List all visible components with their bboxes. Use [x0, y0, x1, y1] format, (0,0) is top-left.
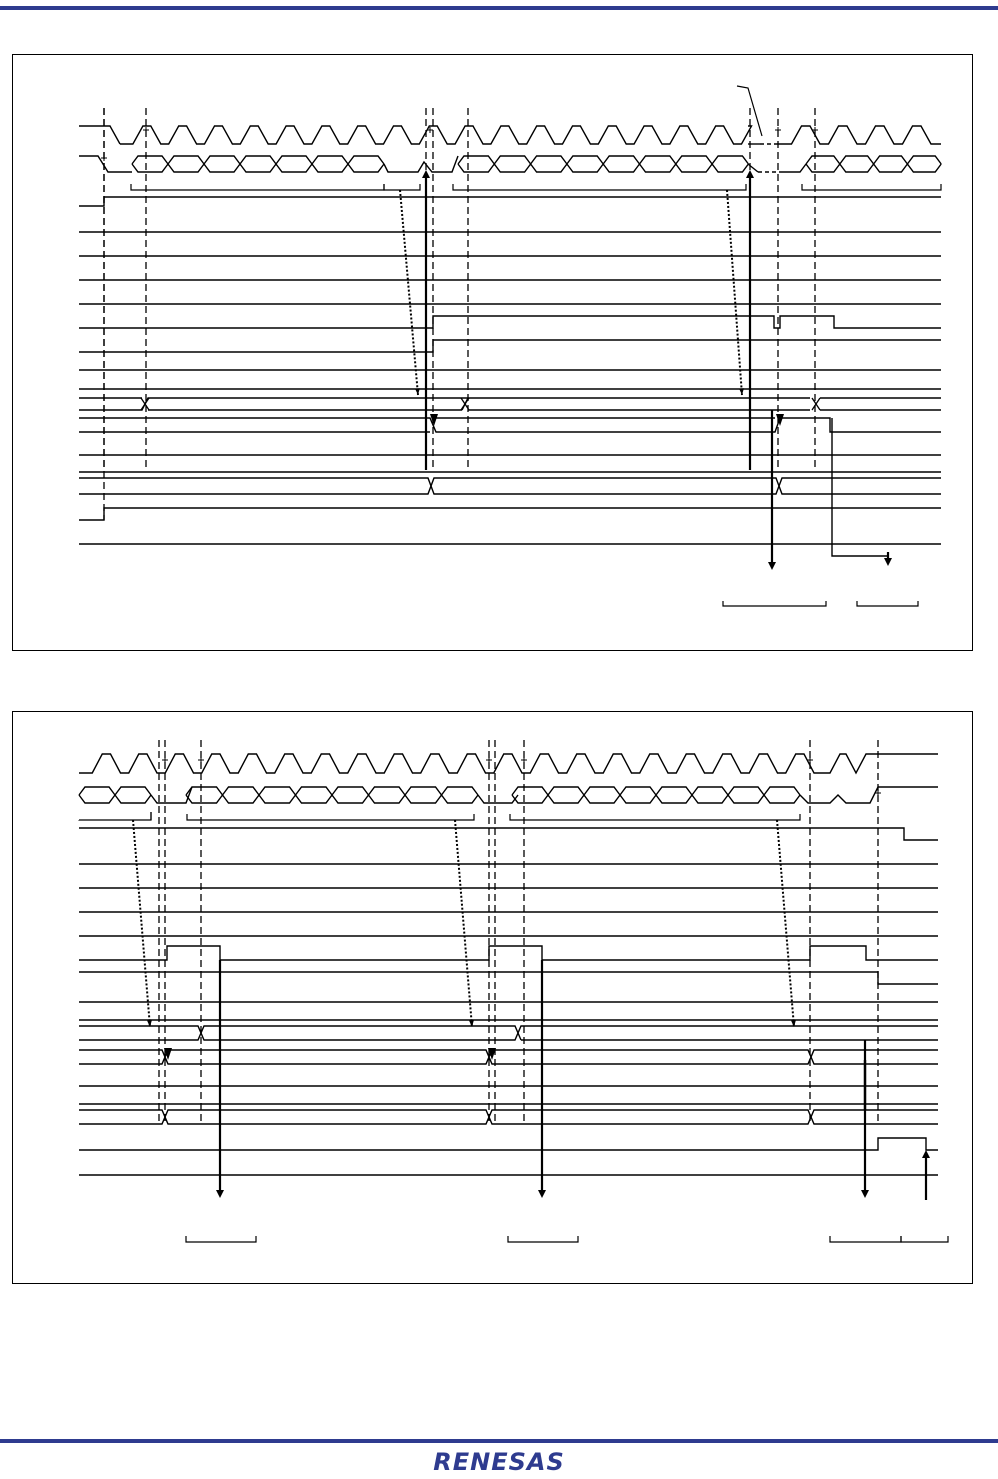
signal-line-121 [79, 1138, 938, 1150]
span-bracket-19 [802, 184, 941, 190]
clock-waveform-0 [79, 126, 120, 144]
arrowhead-67 [746, 170, 754, 178]
data-line-98 [800, 787, 938, 803]
clock-waveform-4 [778, 126, 941, 144]
span-bracket-16 [131, 184, 384, 190]
signal-line-109 [79, 972, 938, 984]
span-bracket-148 [186, 1236, 256, 1242]
span-bracket-75 [723, 601, 826, 606]
data-bus-bottom-91 [79, 795, 151, 803]
signal-line-49 [79, 508, 941, 520]
footer-rule [0, 1439, 998, 1443]
data-line-13 [780, 164, 806, 172]
data-bus-top-14 [806, 156, 941, 164]
signal-line-21 [79, 197, 941, 206]
data-bus-bottom-97 [512, 795, 800, 803]
span-bracket-102 [510, 814, 800, 820]
signal-line-30 [79, 398, 810, 410]
span-bracket-151 [901, 1236, 948, 1242]
data-bus-bottom-10 [458, 164, 748, 172]
data-bus-bottom-94 [186, 795, 478, 803]
dotted-causal-arrow-62 [727, 190, 742, 395]
span-bracket-18 [453, 184, 746, 190]
clock-waveform-87 [79, 754, 820, 773]
signal-line-26 [79, 316, 941, 328]
data-line-95 [478, 795, 518, 803]
span-bracket-150 [830, 1236, 901, 1242]
span-bracket-149 [508, 1236, 578, 1242]
data-bus-top-6 [132, 156, 384, 164]
arrowhead-71 [768, 562, 776, 570]
signal-line-48 [79, 478, 941, 494]
data-line-92 [151, 787, 192, 803]
dotted-causal-arrow-60 [400, 190, 418, 395]
arrowhead-144 [861, 1190, 869, 1198]
renesas-logo [0, 1447, 998, 1477]
signal-line-27 [79, 340, 941, 352]
arrowhead-65 [422, 170, 430, 178]
clock-waveform-1 [120, 126, 752, 144]
data-bus-bottom-15 [806, 164, 941, 172]
data-bus-top-9 [458, 156, 748, 164]
signal-line-103 [79, 828, 938, 840]
span-bracket-17 [384, 184, 420, 190]
data-bus-top-93 [186, 787, 478, 795]
span-bracket-76 [857, 601, 918, 606]
arrowhead-140 [216, 1190, 224, 1198]
data-line-8 [384, 156, 458, 172]
data-bus-top-90 [79, 787, 151, 795]
signal-line-108 [79, 946, 938, 960]
logo-text: RENESAS [433, 1448, 565, 1476]
dotted-causal-arrow-135 [777, 820, 794, 1027]
data-bus-top-96 [512, 787, 800, 795]
span-bracket-101 [187, 814, 474, 820]
signal-line-113 [79, 1026, 521, 1040]
arrowhead-147 [922, 1150, 930, 1158]
signal-line-72 [832, 418, 888, 556]
dotted-causal-arrow-133 [455, 820, 472, 1027]
signal-line-42 [79, 418, 941, 432]
dotted-causal-arrow-131 [133, 820, 150, 1027]
clock-waveform-88 [820, 754, 900, 773]
arrowhead-74 [884, 558, 892, 566]
data-bus-bottom-7 [132, 164, 384, 172]
signal-line-47 [79, 478, 941, 494]
arrowhead-142 [538, 1190, 546, 1198]
signal-line-112 [79, 1026, 938, 1040]
